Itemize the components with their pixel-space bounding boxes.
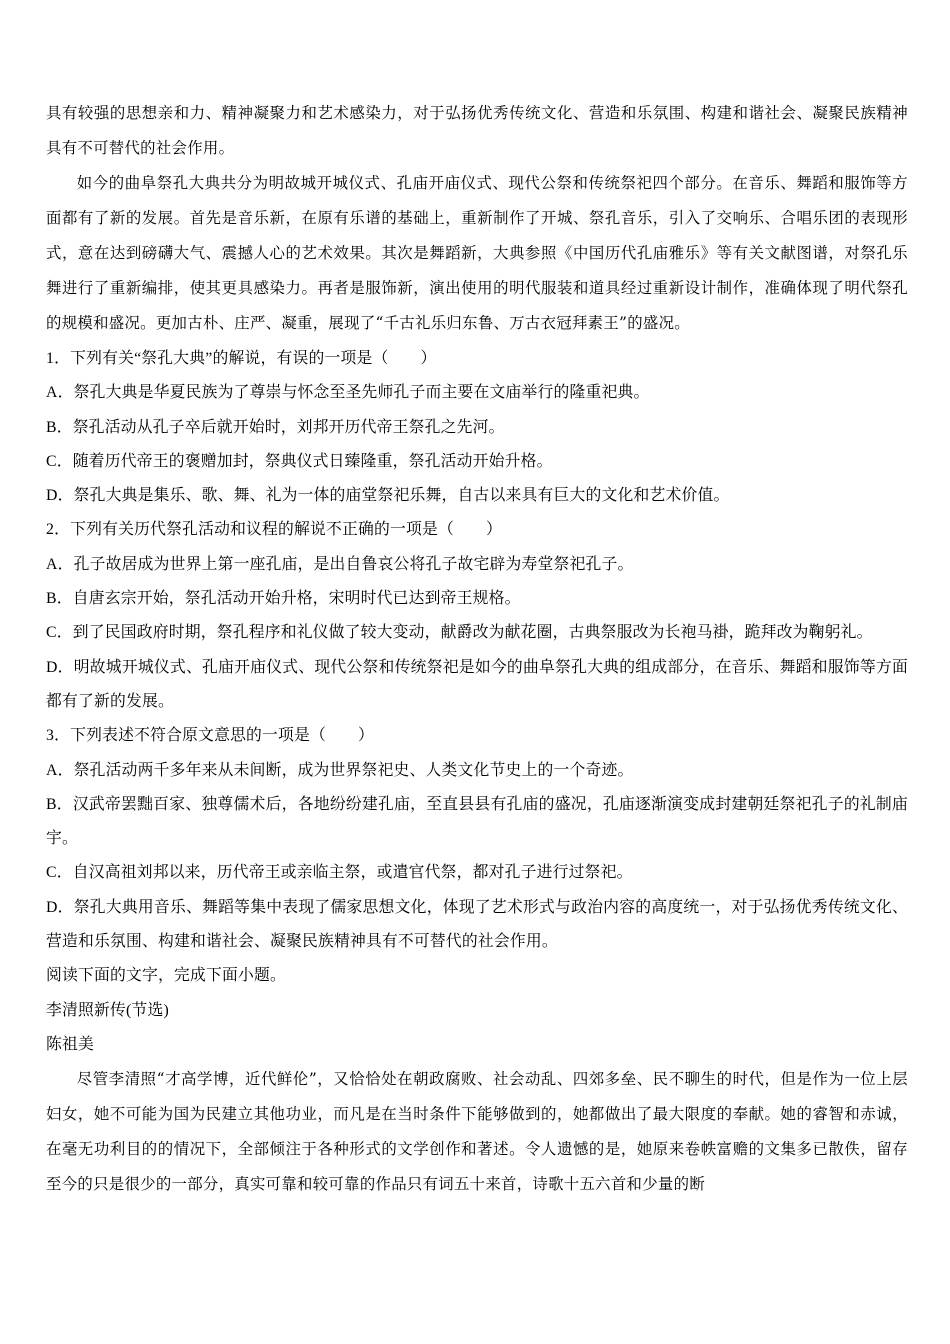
question-stem: 3．下列表述不符合原文意思的一项是（ ） [46,727,375,745]
passage-title: 李清照新传(节选) [46,1001,169,1019]
option-b: B．祭孔活动从孔子卒后就开始时，刘邦开历代帝王祭孔之先河。 [46,418,505,436]
option-d: D．祭孔大典是集乐、歌、舞、礼为一体的庙堂祭祀乐舞，自古以来具有巨大的文化和艺术价值。 [46,487,730,505]
reading-instruction: 阅读下面的文字，完成下面小题。 [46,967,286,985]
question-stem: 1．下列有关“祭孔大典”的解说，有误的一项是（ ） [46,350,437,367]
option-c: C．随着历代帝王的褒赠加封，祭典仪式日臻隆重，祭孔活动开始升格。 [46,452,553,470]
option-a: A．祭孔大典是华夏民族为了尊崇与怀念至圣先师孔子而主要在文庙举行的隆重祀典。 [46,384,650,402]
passage-paragraph-continued: 具有较强的思想亲和力、精神凝聚力和艺术感染力，对于弘扬优秀传统文化、营造和乐氛围、构建和谐社会、凝聚民族精神具有不可替代的社会作用。 [46,104,908,157]
option-d: D．祭孔大典用音乐、舞蹈等集中表现了儒家思想文化，体现了艺术形式与政治内容的高度统一，对于弘扬优秀传统文化、营造和乐氛围、构建和谐社会、凝聚民族精神具有不可替代的社会作用。 [46,898,908,951]
option-a: A．孔子故居成为世界上第一座孔庙，是出自鲁哀公将孔子故宅辟为寿堂祭祀孔子。 [46,555,634,573]
option-c: C．到了民国政府时期，祭孔程序和礼仪做了较大变动，献爵改为献花圈，古典祭服改为长袍马褂，跪拜改为鞠躬礼。 [46,624,873,642]
option-b: B．自唐玄宗开始，祭孔活动开始升格，宋明时代已达到帝王规格。 [46,590,521,608]
document-page [46,96,908,1202]
option-a: A．祭孔活动两千多年来从未间断，成为世界祭祀史、人类文化节史上的一个奇迹。 [46,761,634,779]
passage-paragraph-li-qingzhao: 尽管李清照“才高学博，近代鲜伦”，又恰恰处在朝政腐败、社会动乱、四郊多垒、民不聊生的时代，但是作为一位上层妇女，她不可能为国为民建立其他功业，而凡是在当时条件下能够做到的，她都做出了最大限度的奉献。她的睿智和赤诚，在毫无功利目的的情况下，全部倾注于各种形式的文学创作和著述。令人遗憾的是，她原来卷帙富赡的文集多已散佚，留存至今的只是很少的一部分，真实可靠和较可靠的作品只有词五十来首，诗歌十五六首和少量的断 [46,1070,908,1194]
question-2 [46,513,908,719]
passage-author: 陈祖美 [46,1035,94,1053]
option-b: B．汉武帝罢黜百家、独尊儒术后，各地纷纷建孔庙，至直县县有孔庙的盛况，孔庙逐渐演变成封建朝廷祭祀孔子的礼制庙宇。 [46,795,908,848]
question-3 [46,719,908,959]
passage-paragraph-ceremony: 如今的曲阜祭孔大典共分为明故城开城仪式、孔庙开庙仪式、现代公祭和传统祭祀四个部分。在音乐、舞蹈和服饰等方面都有了新的发展。首先是音乐新，在原有乐谱的基础上，重新制作了开城、祭孔音乐，引入了交响乐、合唱乐团的表现形式，意在达到磅礴大气、震撼人心的艺术效果。其次是舞蹈新，大典参照《中国历代孔庙雅乐》等有关文献图谱，对祭孔乐舞进行了重新编排，使其更具感染力。再者是服饰新，演出使用的明代服装和道具经过重新设计制作，准确体现了明代祭孔的规模和盛况。更加古朴、庄严、凝重，展现了“千古礼乐归东鲁、万古衣冠拜素王”的盛况。 [46,174,908,332]
option-d: D．明故城开城仪式、孔庙开庙仪式、现代公祭和传统祭祀是如今的曲阜祭孔大典的组成部分，在音乐、舞蹈和服饰等方面都有了新的发展。 [46,658,908,710]
option-c: C．自汉高祖刘邦以来，历代帝王或亲临主祭，或遣官代祭，都对孔子进行过祭祀。 [46,864,633,882]
question-stem: 2．下列有关历代祭孔活动和议程的解说不正确的一项是（ ） [46,521,503,539]
question-1 [46,342,908,513]
